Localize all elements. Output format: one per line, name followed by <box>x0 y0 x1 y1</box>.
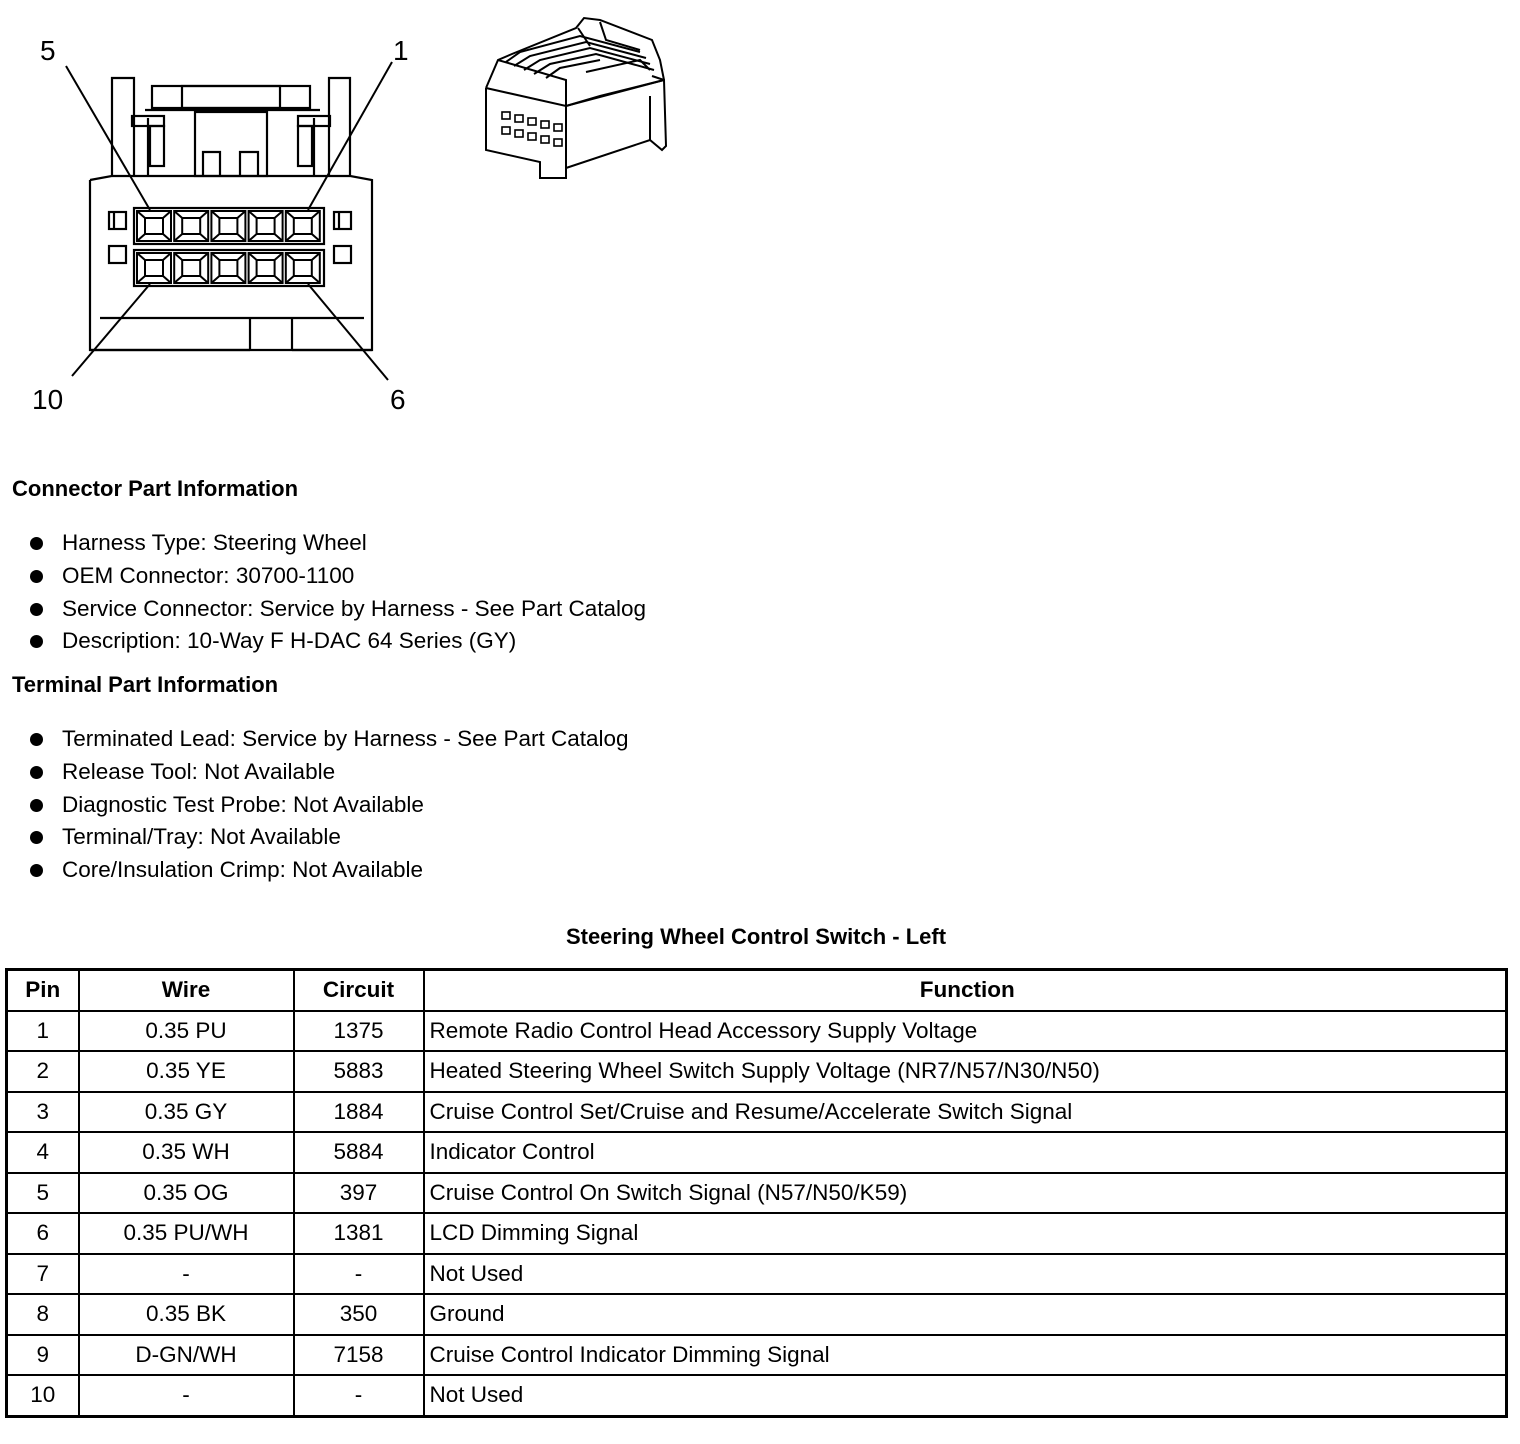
table-row <box>7 1173 1507 1214</box>
cell-wire: 0.35 PU/WH <box>79 1213 294 1254</box>
terminal-cavities <box>137 211 320 283</box>
cell-wire: - <box>79 1254 294 1295</box>
bullet-icon <box>30 831 43 844</box>
cavity-chamfer <box>211 253 245 283</box>
cell-circuit: 1381 <box>294 1213 424 1254</box>
terminal-info-item-text: Core/Insulation Crimp: Not Available <box>62 857 424 883</box>
cavity-chamfer <box>137 253 171 283</box>
connector-info-list <box>30 527 646 658</box>
bullet-icon <box>30 799 43 812</box>
connector-info-heading: Connector Part Information <box>12 476 299 501</box>
bullet-icon <box>30 570 43 583</box>
terminal-info-item <box>30 756 629 789</box>
terminal-info-item <box>30 854 629 887</box>
cavity-chamfer <box>174 253 208 283</box>
bullet-icon <box>30 864 43 877</box>
cell-function: Heated Steering Wheel Switch Supply Voltage (NR7/N57/N30/N50) <box>424 1051 1507 1092</box>
cell-wire: 0.35 PU <box>79 1011 294 1052</box>
bullet-icon <box>30 537 43 550</box>
terminal-info-item <box>30 723 629 756</box>
cell-wire: 0.35 YE <box>79 1051 294 1092</box>
bullet-icon <box>30 603 43 616</box>
cell-pin: 10 <box>7 1375 79 1416</box>
cell-pin: 2 <box>7 1051 79 1092</box>
cell-wire: D-GN/WH <box>79 1335 294 1376</box>
cell-circuit: 350 <box>294 1294 424 1335</box>
cell-wire: 0.35 OG <box>79 1173 294 1214</box>
cavity-chamfer <box>249 253 283 283</box>
cell-function: Cruise Control Set/Cruise and Resume/Accelerate Switch Signal <box>424 1092 1507 1133</box>
table-row <box>7 1335 1507 1376</box>
cell-wire: 0.35 GY <box>79 1092 294 1133</box>
cell-circuit: 397 <box>294 1173 424 1214</box>
cavity-terminal <box>182 218 200 234</box>
cavity-terminal <box>219 218 237 234</box>
cell-function: Remote Radio Control Head Accessory Supply Voltage <box>424 1011 1507 1052</box>
cell-circuit: 1375 <box>294 1011 424 1052</box>
cell-function: Indicator Control <box>424 1132 1507 1173</box>
cavity-terminal <box>294 260 312 276</box>
table-row <box>7 1011 1507 1052</box>
cell-wire: - <box>79 1375 294 1416</box>
cell-circuit: 7158 <box>294 1335 424 1376</box>
column-header-circuit: Circuit <box>294 970 424 1011</box>
cell-pin: 3 <box>7 1092 79 1133</box>
pin-label-10: 10 <box>32 384 64 415</box>
cell-circuit: 5883 <box>294 1051 424 1092</box>
cell-function: Not Used <box>424 1375 1507 1416</box>
table-row <box>7 1213 1507 1254</box>
table-row <box>7 1294 1507 1335</box>
cell-pin: 1 <box>7 1011 79 1052</box>
cavity-terminal <box>182 260 200 276</box>
cell-pin: 7 <box>7 1254 79 1295</box>
connector-info-item-text: Description: 10-Way F H-DAC 64 Series (GY) <box>62 628 517 654</box>
cavity-terminal <box>257 218 275 234</box>
pinout-table <box>5 968 1508 1418</box>
terminal-info-list <box>30 723 629 887</box>
table-row <box>7 1051 1507 1092</box>
cell-function: Cruise Control Indicator Dimming Signal <box>424 1335 1507 1376</box>
terminal-info-item-text: Terminated Lead: Service by Harness - See Part Catalog <box>62 726 629 751</box>
connector-info-item-text: Service Connector: Service by Harness - See Part Catalog <box>62 595 647 621</box>
cavity-terminal <box>257 260 275 276</box>
connector-info-item-text: Harness Type: Steering Wheel <box>62 530 367 555</box>
cell-wire: 0.35 WH <box>79 1132 294 1173</box>
cell-pin: 4 <box>7 1132 79 1173</box>
connector-info-item <box>30 593 646 626</box>
cell-pin: 6 <box>7 1213 79 1254</box>
cavity-terminal <box>145 260 163 276</box>
table-row <box>7 1254 1507 1295</box>
column-header-pin: Pin <box>7 970 79 1011</box>
connector-info-item-text: OEM Connector: 30700-1100 <box>62 562 355 588</box>
cell-function: Not Used <box>424 1254 1507 1295</box>
column-header-function: Function <box>424 970 1507 1011</box>
table-row <box>7 1092 1507 1133</box>
cavity-chamfer <box>137 211 171 241</box>
cavity-terminal <box>294 218 312 234</box>
connector-iso-view <box>486 18 666 178</box>
cell-function: Ground <box>424 1294 1507 1335</box>
terminal-info-item-text: Release Tool: Not Available <box>62 758 336 784</box>
cell-function: Cruise Control On Switch Signal (N57/N50/K59) <box>424 1173 1507 1214</box>
cavity-chamfer <box>249 211 283 241</box>
cell-circuit: - <box>294 1375 424 1416</box>
terminal-info-item-text: Diagnostic Test Probe: Not Available <box>62 791 424 817</box>
cell-circuit: 1884 <box>294 1092 424 1133</box>
cavity-terminal <box>145 218 163 234</box>
pin-label-6: 6 <box>390 384 406 415</box>
bullet-icon <box>30 733 43 746</box>
column-header-wire: Wire <box>79 970 294 1011</box>
bullet-icon <box>30 766 43 779</box>
connector-info-item <box>30 625 646 658</box>
table-header-row <box>7 970 1507 1011</box>
cavity-terminal <box>219 260 237 276</box>
connector-diagram <box>0 0 700 430</box>
cell-circuit: - <box>294 1254 424 1295</box>
pin-label-5: 5 <box>40 35 56 66</box>
cavity-chamfer <box>174 211 208 241</box>
cell-circuit: 5884 <box>294 1132 424 1173</box>
cavity-chamfer <box>211 211 245 241</box>
table-row <box>7 1132 1507 1173</box>
connector-info-item <box>30 527 646 560</box>
cavity-chamfer <box>286 253 320 283</box>
cell-wire: 0.35 BK <box>79 1294 294 1335</box>
cell-pin: 8 <box>7 1294 79 1335</box>
bullet-icon <box>30 635 43 648</box>
cell-pin: 9 <box>7 1335 79 1376</box>
pin-label-1: 1 <box>393 35 409 66</box>
terminal-info-item <box>30 821 629 854</box>
terminal-info-heading: Terminal Part Information <box>12 672 279 697</box>
terminal-info-item <box>30 789 629 822</box>
cavity-chamfer <box>286 211 320 241</box>
cell-function: LCD Dimming Signal <box>424 1213 1507 1254</box>
terminal-info-item-text: Terminal/Tray: Not Available <box>62 824 341 850</box>
table-title: Steering Wheel Control Switch - Left <box>565 924 947 949</box>
cell-pin: 5 <box>7 1173 79 1214</box>
table-row <box>7 1375 1507 1416</box>
connector-info-item <box>30 560 646 593</box>
